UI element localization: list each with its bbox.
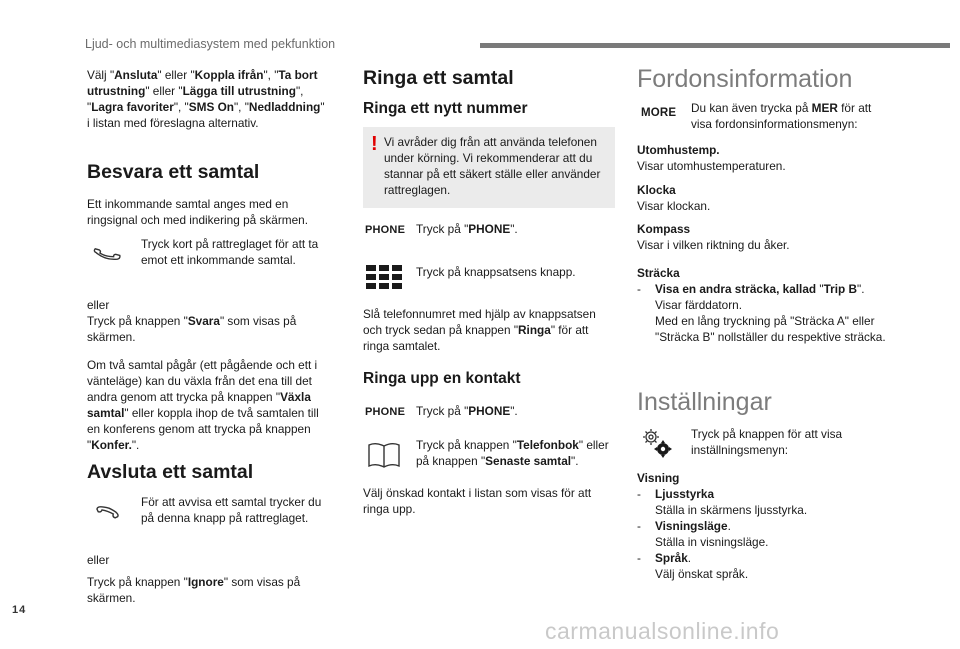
end-icon-text: För att avvisa ett samtal trycker du på denna knapp på rattreglaget. — [141, 495, 322, 525]
warning-icon: ! — [371, 133, 378, 155]
visning-heading: Visning — [637, 471, 680, 485]
answer-icon-text: Tryck kort på rattreglaget för att ta emot ett inkommande samtal. — [141, 237, 319, 267]
settings-display-list: Visning - Ljusstyrka Ställa in skärmens ljusstyrka. - Visningsläge. Ställa in visningsläge. - Språk. Välj önskat språk. — [637, 470, 887, 582]
hangup-icon — [88, 494, 128, 528]
vehicle-item-clock: Klocka Visar klockan. — [637, 183, 711, 213]
settings-item-language: - Språk. — [637, 551, 692, 565]
vehicle-item-trip: Sträcka - Visa en andra sträcka, kallad "Trip B". Visar färddatorn. Med en lång tryckning på "Sträcka A" eller "Sträcka B" nollställer du respektive sträcka. — [637, 266, 886, 344]
select-contact-paragraph: Välj önskad kontakt i listan som visas för att ringa upp. — [363, 486, 592, 516]
page-number: 14 — [12, 604, 27, 616]
vehicle-item-outdoor-temp: Utomhustemp. Visar utomhustemperaturen. — [637, 143, 786, 173]
phone-instruction-2: Tryck på "PHONE". — [416, 404, 518, 418]
vehicle-info-title: Fordonsinformation — [637, 65, 853, 93]
more-button-icon: MORE — [641, 107, 677, 119]
settings-gear-icon — [638, 425, 676, 466]
watermark: carmanualsonline.info — [545, 618, 780, 644]
settings-item-brightness: - Ljusstyrka — [637, 487, 715, 501]
phonebook-instruction: Tryck på knappen "Telefonbok" eller på knappen "Senaste samtal". — [416, 438, 609, 468]
intro-paragraph: Välj "Ansluta" eller "Koppla ifrån", "Ta bort utrustning" eller "Lägga till utrustning", "Lagra favoriter", "SMS On", "Nedladdning" i listan med föreslagna alternativ. — [87, 68, 325, 130]
phone-button-icon: PHONE — [365, 224, 406, 236]
phone-instruction: Tryck på "PHONE". — [416, 222, 518, 236]
warning-box — [363, 127, 615, 208]
settings-item-display-mode: - Visningsläge. — [637, 519, 731, 533]
warning-text: Vi avråder dig från att använda telefonen under körning. Vi rekommenderar att du stannar på ett säkert ställe eller använder rattreglagen. — [384, 135, 601, 197]
dial-paragraph: Slå telefonnumret med hjälp av knappsatsen och tryck sedan på knappen "Ringa" för att ringa samtalet. — [363, 307, 596, 353]
settings-instruction: Tryck på knappen för att visa inställningsmenyn: — [691, 427, 843, 457]
vehicle-item-compass: Kompass Visar i vilken riktning du åker. — [637, 222, 790, 252]
phonebook-icon — [366, 440, 402, 475]
steering-phone-icon — [88, 236, 128, 270]
answer-call-title: Besvara ett samtal — [87, 161, 260, 183]
answer-intro: Ett inkommande samtal anges med en ringsignal och med indikering på skärmen. — [87, 197, 308, 227]
keypad-icon — [366, 265, 404, 296]
end-or: eller — [87, 553, 110, 567]
make-call-title: Ringa ett samtal — [363, 67, 514, 89]
running-header: Ljud- och multimediasystem med pekfunktion — [85, 37, 336, 51]
more-instruction: Du kan även trycka på MER för att visa fordonsinformationsmenyn: — [691, 101, 872, 131]
call-contact-title: Ringa upp en kontakt — [363, 370, 521, 387]
end-ignore-paragraph: Tryck på knappen "Ignore" som visas på skärmen. — [87, 575, 301, 605]
answer-or-block: eller Tryck på knappen "Svara" som visas på skärmen. — [87, 298, 297, 344]
phone-button-icon-2: PHONE — [365, 406, 406, 418]
new-number-title: Ringa ett nytt nummer — [363, 100, 528, 117]
header-bar — [480, 43, 950, 48]
end-call-title: Avsluta ett samtal — [87, 461, 254, 483]
two-calls-paragraph: Om två samtal pågår (ett pågående och ett i vänteläge) kan du växla från det ena till det andra genom att trycka på knappen "Växla samtal" eller koppla ihop de två samtalen till en konferens genom att trycka på knappen "Konfer.". — [87, 358, 319, 452]
settings-title: Inställningar — [637, 388, 772, 416]
keypad-instruction: Tryck på knappsatsens knapp. — [416, 265, 576, 279]
